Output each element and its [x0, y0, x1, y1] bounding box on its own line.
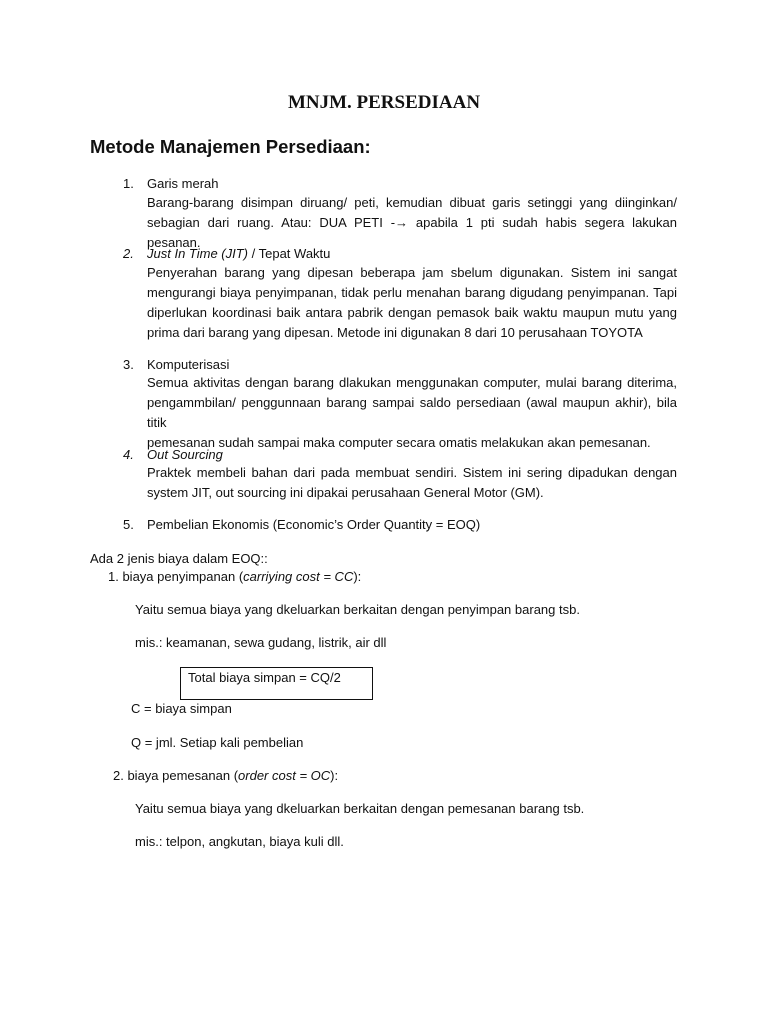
text-line: diperlukan koordinasi baik antara pabrik dengan pemasok baik waktu maupun mutu yang: [147, 305, 677, 320]
item-number: 5.: [123, 517, 134, 532]
definition-c: C = biaya simpan: [131, 701, 232, 716]
text-line: mengurangi biaya penyimpanan, tidak perlu menahan barang digudang penyimpanan. Tapi: [147, 285, 677, 300]
cost-label-carrying: 1. biaya penyimpanan (carriying cost = CC):: [108, 569, 362, 584]
item-title-italic: Out Sourcing: [147, 447, 223, 462]
formula-text: Total biaya simpan = CQ/2: [188, 670, 341, 685]
text-line: system JIT, out sourcing ini dipakai perusahaan General Motor (GM).: [147, 485, 544, 500]
item-description: [147, 463, 677, 503]
item-title: [147, 445, 223, 465]
cost-description: Yaitu semua biaya yang dkeluarkan berkaitan dengan pemesanan barang tsb.: [135, 801, 585, 816]
eoq-intro: Ada 2 jenis biaya dalam EOQ::: [90, 551, 268, 566]
cost-example: mis.: telpon, angkutan, biaya kuli dll.: [135, 834, 344, 849]
item-description: [147, 263, 677, 343]
item-title-rest: / Tepat Waktu: [248, 246, 331, 261]
text-line: Semua aktivitas dengan barang dlakukan menggunakan computer, mulai barang diterima,: [147, 375, 677, 390]
cost-description: Yaitu semua biaya yang dkeluarkan berkaitan dengan penyimpan barang tsb.: [135, 602, 580, 617]
text-line: Praktek membeli bahan dari pada membuat sendiri. Sistem ini sering dipadukan dengan: [147, 465, 677, 480]
definition-q: Q = jml. Setiap kali pembelian: [131, 735, 304, 750]
text-line: prima dari barang yang dipesan. Metode ini digunakan 8 dari 10 perusahaan TOYOTA: [147, 325, 643, 340]
text-line: Barang-barang disimpan diruang/ peti, kemudian dibuat garis setinggi yang diinginkan/: [147, 195, 677, 210]
item-title: Komputerisasi: [147, 357, 230, 372]
text-line: pengammbilan/ penggunnaan barang sampai saldo persediaan (awal maupun akhir), bila titik: [147, 395, 677, 430]
section-heading: Metode Manajemen Persediaan:: [90, 136, 371, 157]
item-number: 4.: [123, 447, 134, 462]
item-number: 3.: [123, 357, 134, 372]
item-number: 1.: [123, 176, 134, 191]
item-title: Garis merah: [147, 176, 219, 191]
item-title: Pembelian Ekonomis (Economic’s Order Quantity = EOQ): [147, 517, 481, 532]
item-title: [147, 244, 330, 264]
text-line: Penyerahan barang yang dipesan beberapa jam sbelum digunakan. Sistem ini sangat: [147, 265, 677, 280]
item-number: 2.: [123, 246, 134, 261]
cost-label-order: 2. biaya pemesanan (order cost = OC):: [113, 768, 339, 783]
cost-example: mis.: keamanan, sewa gudang, listrik, air dll: [135, 635, 387, 650]
item-title-italic: Just In Time (JIT): [147, 246, 249, 261]
text-line: pemesanan sudah sampai maka computer secara omatis melakukan akan pemesanan.: [147, 435, 651, 450]
item-description: [147, 373, 677, 453]
page-title: MNJM. PERSEDIAAN: [287, 92, 481, 113]
formula-box: [180, 667, 373, 700]
text-line: sebagian dari ruang. Atau: DUA PETI -→ apabila 1 pti sudah habis segera lakukan pesanan.: [147, 215, 677, 250]
